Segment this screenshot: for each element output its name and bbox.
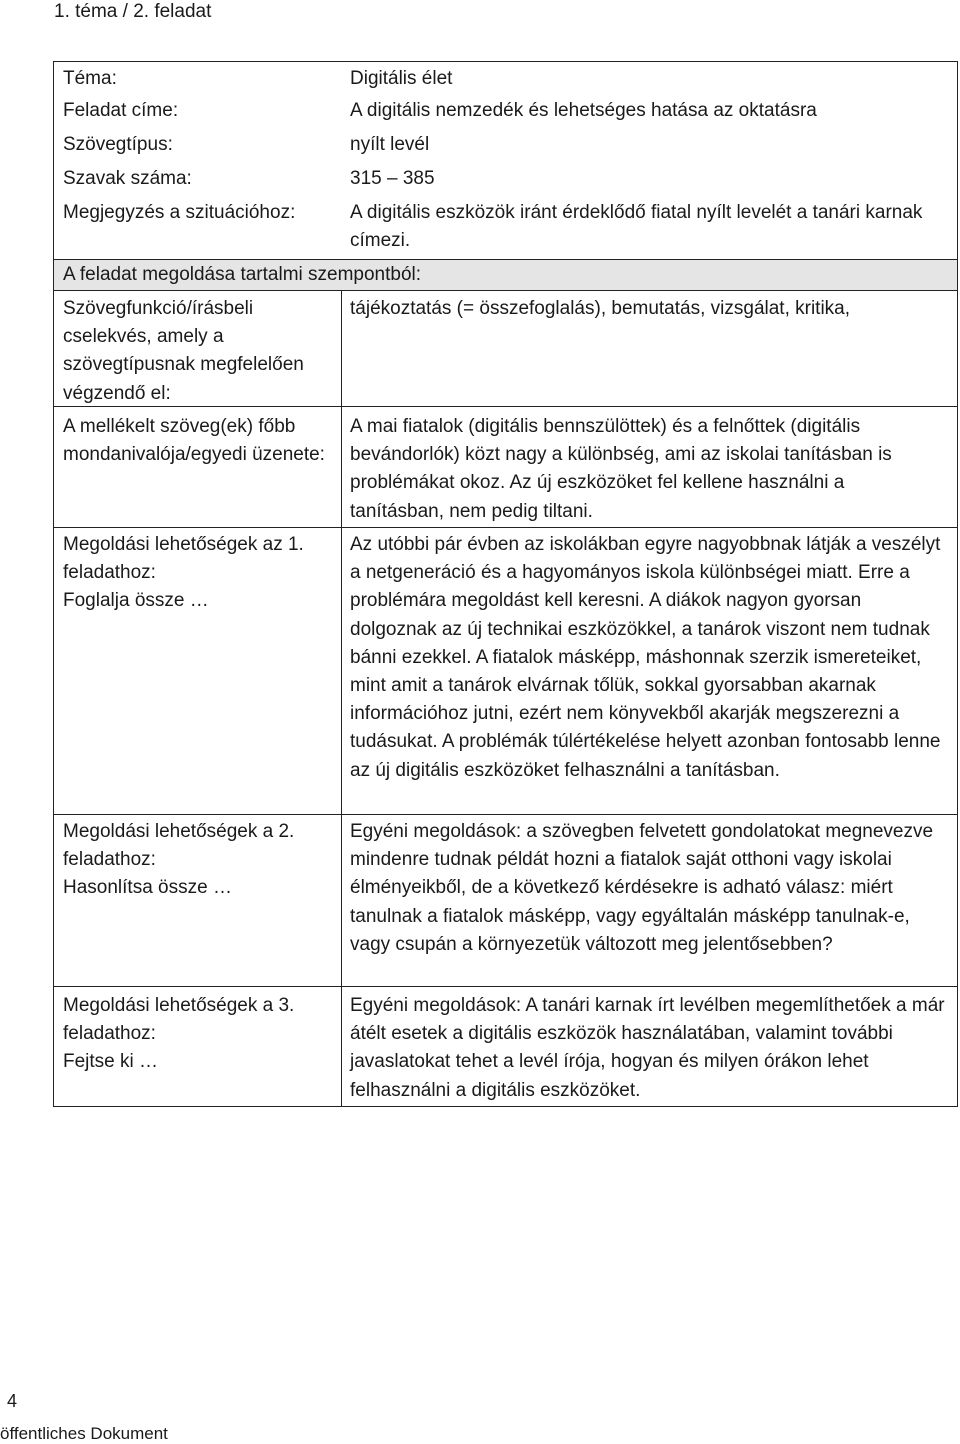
text-type-label: Szövegtípus: xyxy=(63,134,173,155)
row-divider xyxy=(54,814,957,815)
row-value-message: A mai fiatalok (digitális bennszülöttek) és a felnőttek (digitális bevándorlók) közt nagy a különbség, ami az iskolai tanításban is problémákat okoz. Az új eszközöket fel kellene használni a tanításban, nem pedig tiltani. xyxy=(350,416,892,522)
page-number: 4 xyxy=(7,1391,18,1411)
row-label-task2: Megoldási lehetőségek a 2. feladathoz: Hasonlítsa össze … xyxy=(63,821,295,899)
row-divider xyxy=(54,986,957,987)
row-value-task3: Egyéni megoldások: A tanári karnak írt levélben megemlíthetőek a már átélt esetek a digitális eszközök használatában, valamint további javaslatokat tehet a levél írója, hogyan és milyen órákon lehet felhasználni a digitális eszközöket. xyxy=(350,995,945,1101)
section-header xyxy=(54,259,957,291)
row-divider xyxy=(54,527,957,528)
page-header: 1. téma / 2. feladat xyxy=(54,1,212,22)
title-value: A digitális nemzedék és lehetséges hatása az oktatásra xyxy=(350,100,817,121)
situation-note-value: A digitális eszközök iránt érdeklődő fiatal nyílt levelét a tanári karnak címezi. xyxy=(350,202,923,252)
row-divider xyxy=(54,406,957,407)
word-count-label: Szavak száma: xyxy=(63,168,192,189)
row-value-task1: Az utóbbi pár évben az iskolákban egyre nagyobbnak látják a veszélyt a netgeneráció és a hagyományos iskola különbségei miatt. Erre a problémára megoldást kell keresni. A diákok nagyon gyorsan dolgoznak az új technikai eszközökkel, a tanárok viszont nem tudnak bánni ezekkel. A fiatalok másképp, máshonnak szerzik ismereteiket, mint amit a tanárok elvárnak tőlük, sokkal gyorsabban akarnak információhoz jutni, ezért nem könyvekből akarják megszerezni a tudásukat. A problémák túlértékelése helyett azonban fontosabb lenne az új digitális eszközöket felhasználni a tanításban. xyxy=(350,534,941,781)
title-label: Feladat címe: xyxy=(63,100,179,121)
row-label-message: A mellékelt szöveg(ek) főbb mondanivalója/egyedi üzenete: xyxy=(63,416,325,466)
row-label-task1: Megoldási lehetőségek az 1. feladathoz: Foglalja össze … xyxy=(63,534,304,612)
document-classification: öffentliches Dokument xyxy=(0,1424,168,1443)
word-count-value: 315 – 385 xyxy=(350,168,435,189)
row-label-task3: Megoldási lehetőségek a 3. feladathoz: Fejtse ki … xyxy=(63,995,295,1073)
text-type-value: nyílt levél xyxy=(350,134,430,155)
topic-label: Téma: xyxy=(63,68,117,89)
section-title: A feladat megoldása tartalmi szempontból: xyxy=(63,264,422,285)
situation-note-label: Megjegyzés a szituációhoz: xyxy=(63,202,296,223)
row-label-function: Szövegfunkció/írásbeli cselekvés, amely a szövegtípusnak megfelelően végzendő el: xyxy=(63,298,304,404)
topic-value: Digitális élet xyxy=(350,68,453,89)
column-divider xyxy=(341,290,342,1106)
row-value-task2: Egyéni megoldások: a szövegben felvetett gondolatokat megnevezve mindenre tudnak példát hozni a fiatalok saját otthoni vagy iskolai élményeikből, de a következő kérdésekre is adható válasz: miért tanulnak a fiatalok másképp, vagy egyáltalán másképp tanulnak-e, vagy csupán a környezetük változott meg jelentősebben? xyxy=(350,821,934,955)
row-value-function: tájékoztatás (= összefoglalás), bemutatás, vizsgálat, kritika, xyxy=(350,298,851,319)
task-table xyxy=(53,61,958,1107)
